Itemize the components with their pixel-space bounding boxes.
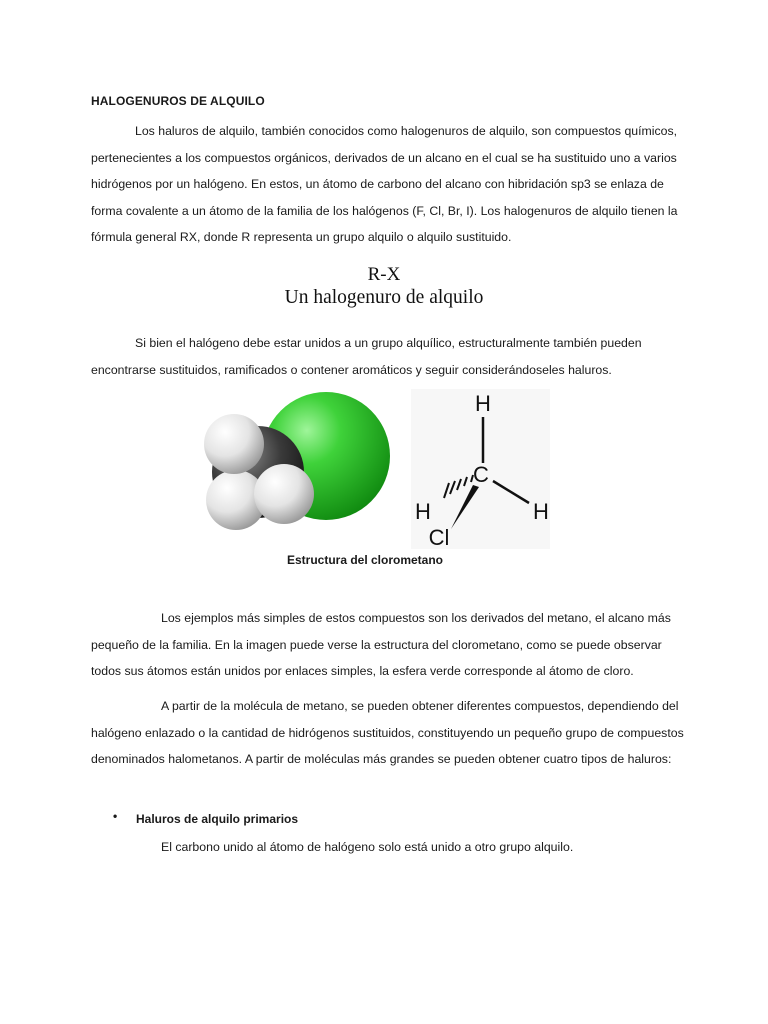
molecule-caption: Estructura del clorometano [286, 553, 444, 567]
bullet-marker: • [113, 809, 118, 823]
formula-figure [0, 264, 768, 310]
formula-rx: R-X [367, 264, 401, 285]
paragraph-halomethanes: A partir de la molécula de metano, se pueden obtener diferentes compuestos, dependiendo del halógeno enlazado o la cantidad de hidrógenos sustituidos, constituyendo un pequeño grupo de compuestos denominados halometanos. A partir de moléculas más grandes se pueden obtener cuatro tipos de haluros: [91, 699, 684, 766]
atom-label-cl: Cl [428, 525, 450, 549]
paragraph-structure: Si bien el halógeno debe estar unidos a un grupo alquílico, estructuralmente también pueden encontrarse sustituidos, ramificados o contener aromáticos y seguir considerándoseles haluros. [91, 336, 642, 377]
list-item-description: El carbono unido al átomo de halógeno solo está unido a otro grupo alquilo. [161, 840, 574, 854]
chloromethane-structure-diagram [411, 389, 550, 549]
paragraph-intro: Los haluros de alquilo, también conocidos como halogenuros de alquilo, son compuestos químicos, pertenecientes a los compuestos orgánicos, derivados de un alcano en el cual se ha sustituido uno a varios hidrógenos por un halógeno. En estos, un átomo de carbono del alcano con hibridación sp3 se enlaza de forma covalente a un átomo de la familia de los halógenos (F, Cl, Br, I). Los halogenuros de alquilo tienen la fórmula general RX, donde R representa un grupo alquilo o alquilo sustituido. [91, 124, 678, 244]
atom-label-h-right: H [533, 499, 549, 524]
paragraph-methane: Los ejemplos más simples de estos compuestos son los derivados del metano, el alcano más pequeño de la familia. En la imagen puede verse la estructura del clorometano, como se puede observar todos sus átomos están unidos por enlaces simples, la esfera verde corresponde al átomo de cloro. [91, 611, 671, 678]
document-title: HALOGENUROS DE ALQUILO [91, 94, 265, 108]
chloromethane-spacefill-image [196, 388, 392, 530]
hydrogen-sphere [254, 464, 314, 524]
atom-label-h-left: H [415, 499, 431, 524]
list-item-label: Haluros de alquilo primarios [136, 812, 299, 826]
formula-caption: Un halogenuro de alquilo [284, 287, 484, 308]
hydrogen-sphere [204, 414, 264, 474]
atom-label-h-top: H [475, 391, 491, 416]
atom-label-c: C [473, 462, 489, 487]
